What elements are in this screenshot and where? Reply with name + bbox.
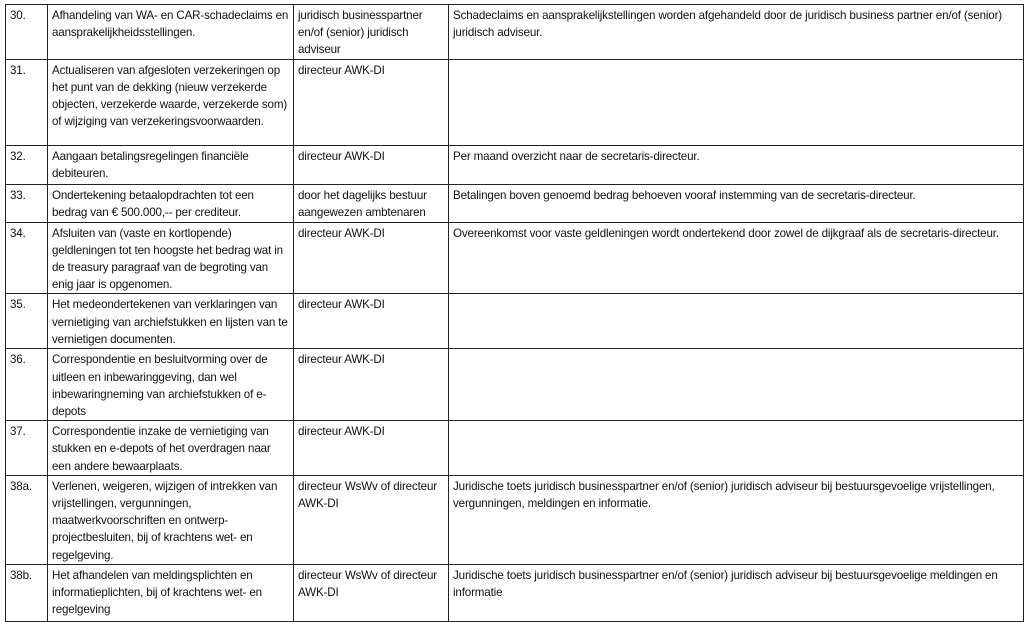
row-subject: Afsluiten van (vaste en kortlopende) geldleningen tot ten hoogste het bedrag wat in de treasury paragraaf van de begroting van enig jaar is opgenomen. — [48, 222, 294, 294]
row-subject: Verlenen, weigeren, wijzigen of intrekken van vrijstellingen, vergunningen, maatwerkvoorschriften en ontwerp-projectbesluiten, bij of krachtens wet- en regelgeving. — [48, 475, 294, 564]
row-mandate: directeur AWK-DI — [294, 59, 449, 145]
table-row — [6, 184, 1024, 222]
row-remarks: Juridische toets juridisch businesspartner en/of (senior) juridisch adviseur bij bestuursgevoelige meldingen en informatie — [449, 564, 1024, 621]
row-remarks — [449, 294, 1024, 349]
row-remarks — [449, 59, 1024, 145]
row-number: 38b. — [6, 564, 48, 621]
row-number: 35. — [6, 294, 48, 349]
table-row — [6, 564, 1024, 621]
row-number: 32. — [6, 145, 48, 184]
row-mandate: directeur AWK-DI — [294, 222, 449, 294]
row-remarks: Schadeclaims en aansprakelijkstellingen worden afgehandeld door de juridisch business partner en/of (senior) juridisch adviseur. — [449, 5, 1024, 60]
row-remarks: Juridische toets juridisch businesspartner en/of (senior) juridisch adviseur bij bestuursgevoelige vrijstellingen, vergunningen, meldingen en informatie. — [449, 475, 1024, 564]
table-row — [6, 145, 1024, 184]
row-number: 37. — [6, 421, 48, 476]
row-remarks: Betalingen boven genoemd bedrag behoeven vooraf instemming van de secretaris-directeur. — [449, 184, 1024, 222]
row-remarks — [449, 349, 1024, 421]
row-subject: Actualiseren van afgesloten verzekeringen op het punt van de dekking (nieuw verzekerde objecten, verzekerde waarde, verzekerde som) of wijziging van verzekeringsvoorwaarden. — [48, 59, 294, 145]
row-mandate: juridisch businesspartner en/of (senior) juridisch adviseur — [294, 5, 449, 60]
row-mandate: directeur AWK-DI — [294, 145, 449, 184]
row-subject: Het medeondertekenen van verklaringen van vernietiging van archiefstukken en lijsten van te vernietigen documenten. — [48, 294, 294, 349]
row-mandate: door het dagelijks bestuur aangewezen ambtenaren — [294, 184, 449, 222]
row-number: 36. — [6, 349, 48, 421]
row-subject: Ondertekening betaalopdrachten tot een bedrag van € 500.000,-- per crediteur. — [48, 184, 294, 222]
table-row — [6, 349, 1024, 421]
row-number: 31. — [6, 59, 48, 145]
mandate-table — [5, 4, 1024, 622]
row-remarks: Per maand overzicht naar de secretaris-directeur. — [449, 145, 1024, 184]
row-subject: Aangaan betalingsregelingen financiële debiteuren. — [48, 145, 294, 184]
row-number: 34. — [6, 222, 48, 294]
row-number: 30. — [6, 5, 48, 60]
row-number: 38a. — [6, 475, 48, 564]
row-mandate: directeur AWK-DI — [294, 421, 449, 476]
table-row — [6, 59, 1024, 145]
row-remarks: Overeenkomst voor vaste geldleningen wordt ondertekend door zowel de dijkgraaf als de secretaris-directeur. — [449, 222, 1024, 294]
row-mandate: directeur AWK-DI — [294, 349, 449, 421]
row-subject: Correspondentie en besluitvorming over de uitleen en inbewaringgeving, dan wel inbewaringneming van archiefstukken of e-depots — [48, 349, 294, 421]
table-row — [6, 475, 1024, 564]
row-subject: Correspondentie inzake de vernietiging van stukken en e-depots of het overdragen naar een andere bewaarplaats. — [48, 421, 294, 476]
row-number: 33. — [6, 184, 48, 222]
row-mandate: directeur AWK-DI — [294, 294, 449, 349]
table-row — [6, 294, 1024, 349]
row-subject: Afhandeling van WA- en CAR-schadeclaims en aansprakelijkheidsstellingen. — [48, 5, 294, 60]
row-subject: Het afhandelen van meldingsplichten en informatieplichten, bij of krachtens wet- en regelgeving — [48, 564, 294, 621]
row-mandate: directeur WsWv of directeur AWK-DI — [294, 564, 449, 621]
table-row — [6, 421, 1024, 476]
table-row — [6, 222, 1024, 294]
row-mandate: directeur WsWv of directeur AWK-DI — [294, 475, 449, 564]
table-row — [6, 5, 1024, 60]
row-remarks — [449, 421, 1024, 476]
